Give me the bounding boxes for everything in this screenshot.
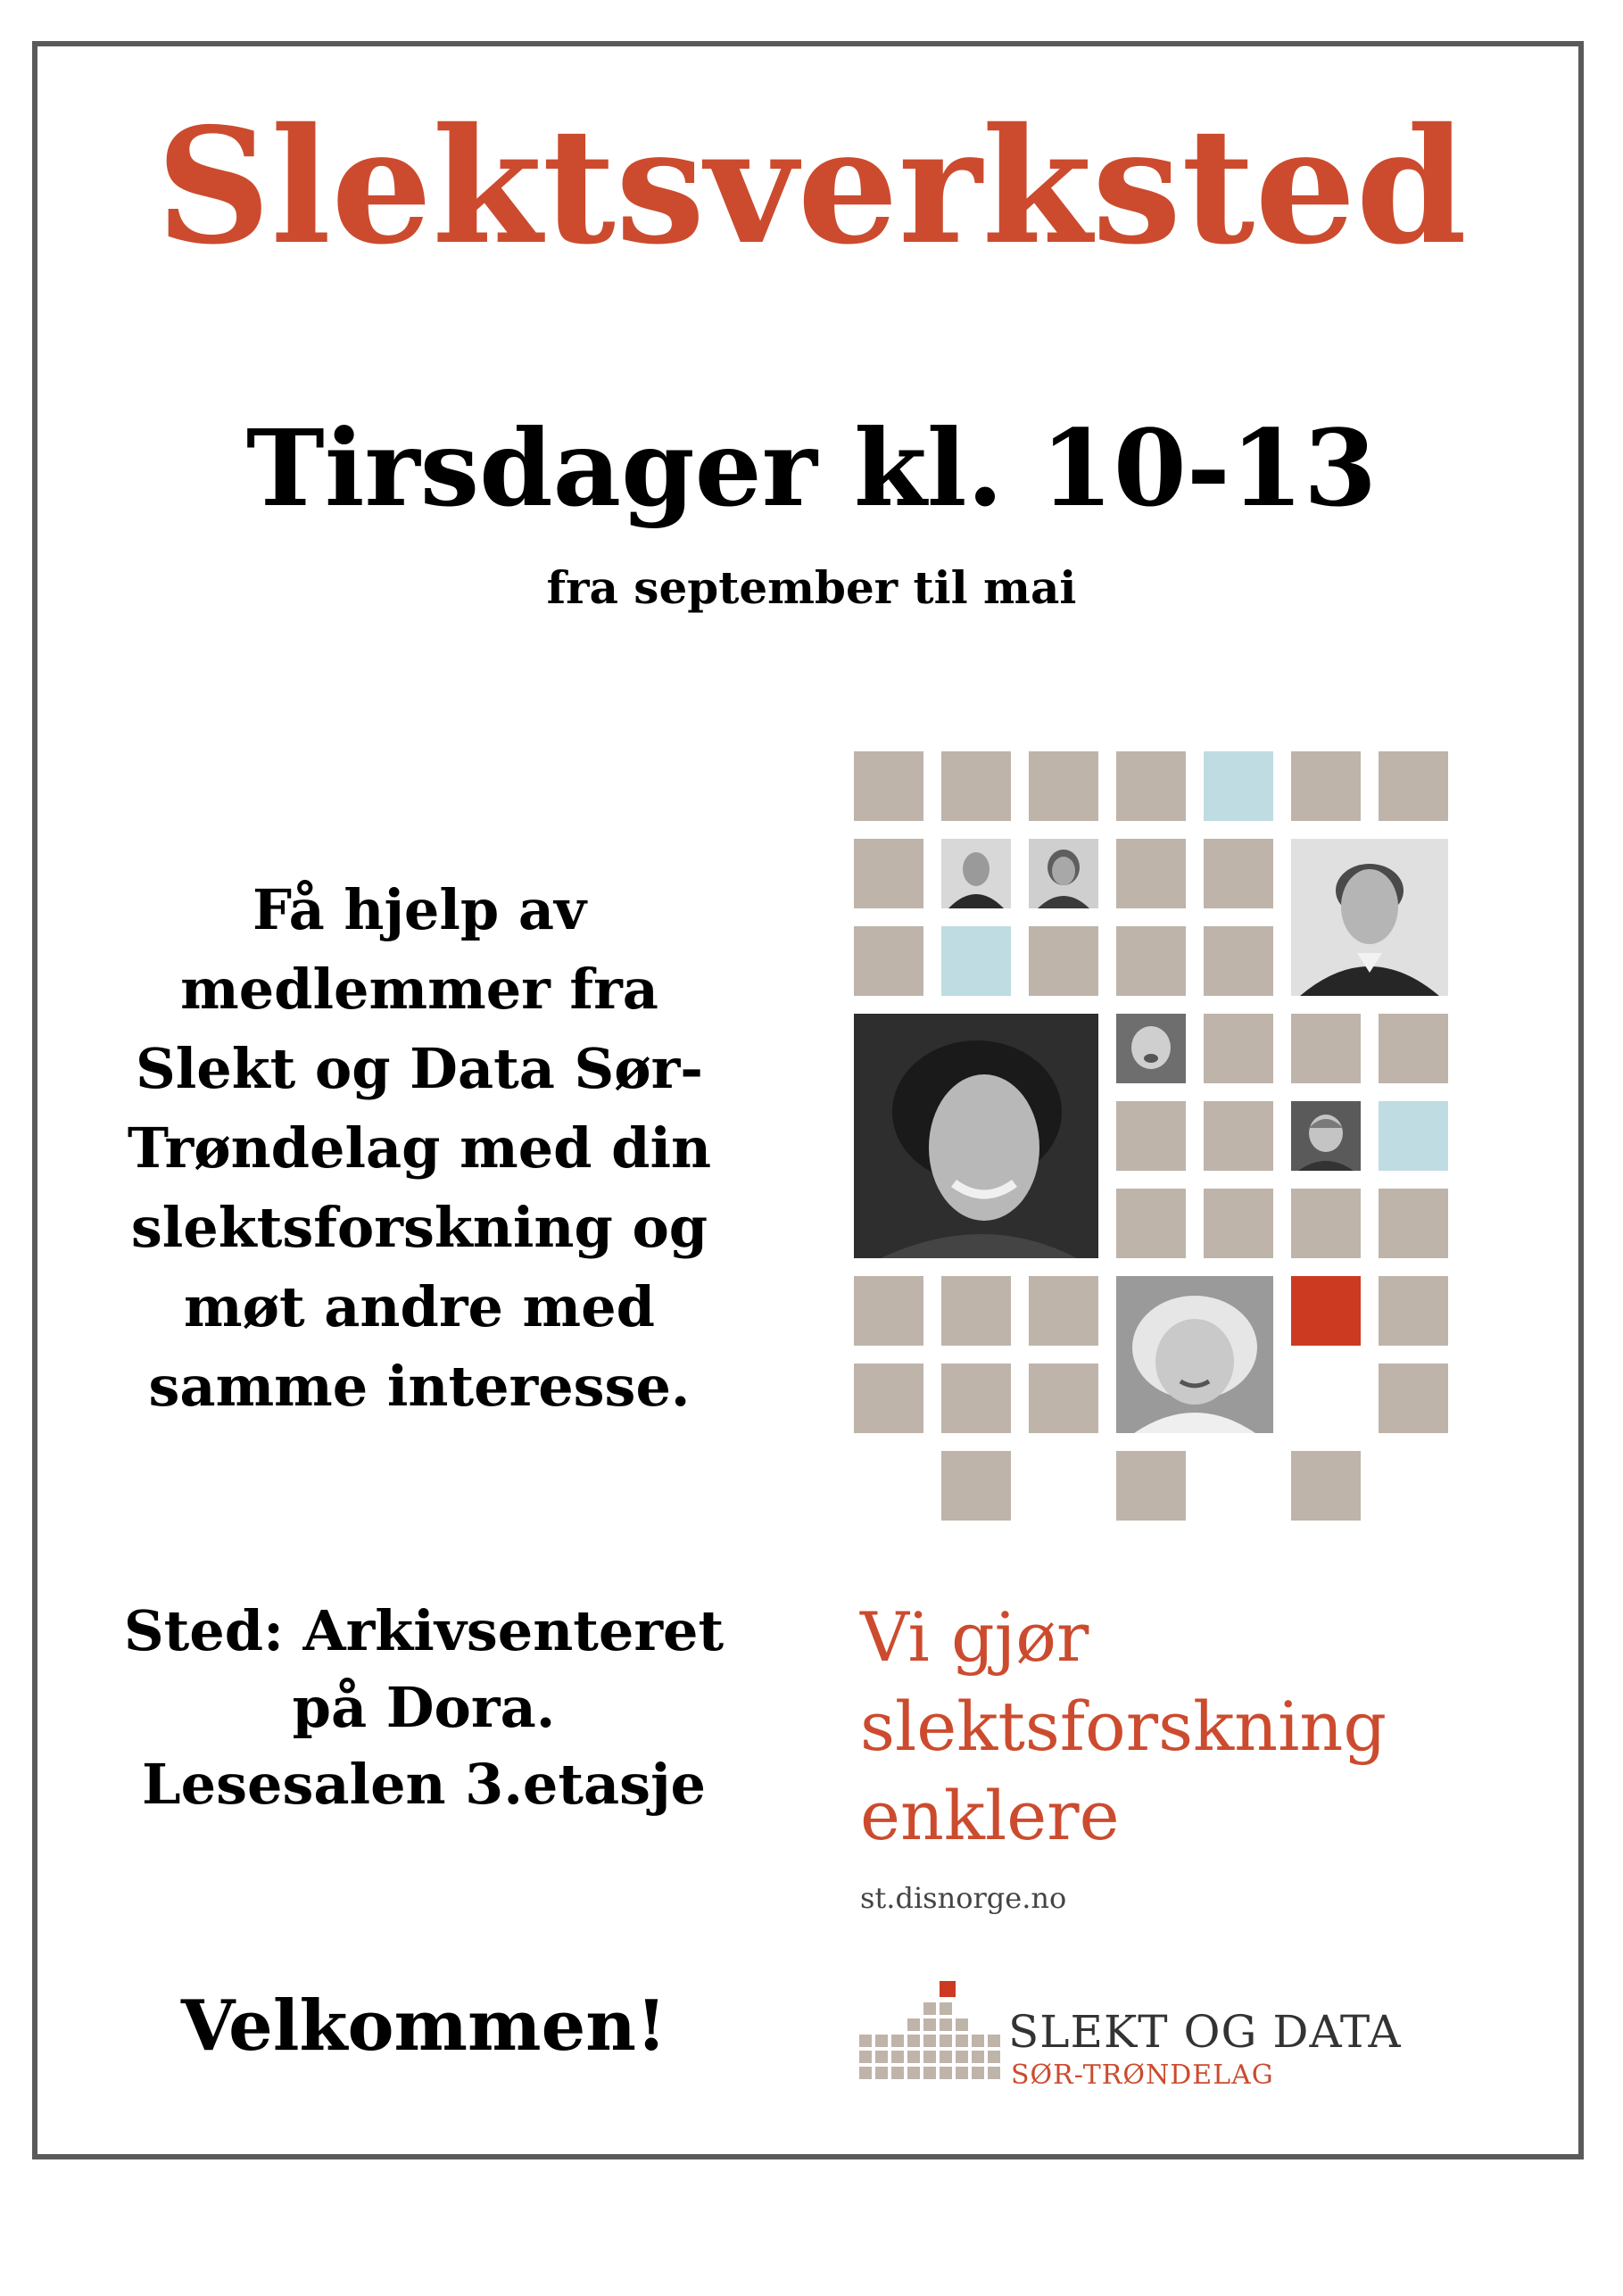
slogan-line: enklere	[860, 1776, 1120, 1855]
portrait-photo-elderly-woman	[1029, 839, 1098, 908]
lead-line: møt andre med	[184, 1274, 655, 1339]
lead-line: slektsforskning og	[130, 1195, 708, 1260]
welcome-text: Velkommen!	[180, 1985, 667, 2067]
lead-line: samme interesse.	[148, 1354, 691, 1419]
venue-text	[54, 1593, 794, 1823]
venue-line: Lesesalen 3.etasje	[142, 1752, 706, 1817]
schedule-heading: Tirsdager kl. 10-13	[245, 406, 1378, 530]
lead-line: Få hjelp av	[252, 877, 587, 942]
lead-text	[62, 870, 776, 1426]
portrait-photo-smiling-woman	[854, 1014, 1098, 1258]
portrait-photo-elderly-man	[941, 839, 1011, 908]
portrait-photo-baby	[1116, 1014, 1186, 1083]
slogan-line: Vi gjør	[860, 1597, 1089, 1677]
poster-title: Slektsverksted	[155, 93, 1468, 279]
lead-line: Trøndelag med din	[127, 1115, 712, 1181]
website-url[interactable]: st.disnorge.no	[860, 1881, 1067, 1915]
org-name: SLEKT OG DATA	[1008, 2006, 1402, 2058]
lead-line: medlemmer fra	[180, 957, 658, 1022]
venue-line: Sted: Arkivsenteret	[123, 1598, 725, 1663]
brand-slogan	[860, 1593, 1485, 1861]
portrait-photo-young-man	[1291, 839, 1448, 996]
portrait-photo-boy	[1291, 1101, 1361, 1171]
venue-line: på Dora.	[292, 1675, 556, 1740]
org-region: SØR-TRØNDELAG	[1011, 2060, 1274, 2091]
portrait-photo-toddler-girl	[1116, 1276, 1273, 1433]
slogan-line: slektsforskning	[860, 1687, 1387, 1766]
lead-line: Slekt og Data Sør-	[135, 1036, 704, 1101]
schedule-period: fra september til mai	[546, 561, 1077, 614]
